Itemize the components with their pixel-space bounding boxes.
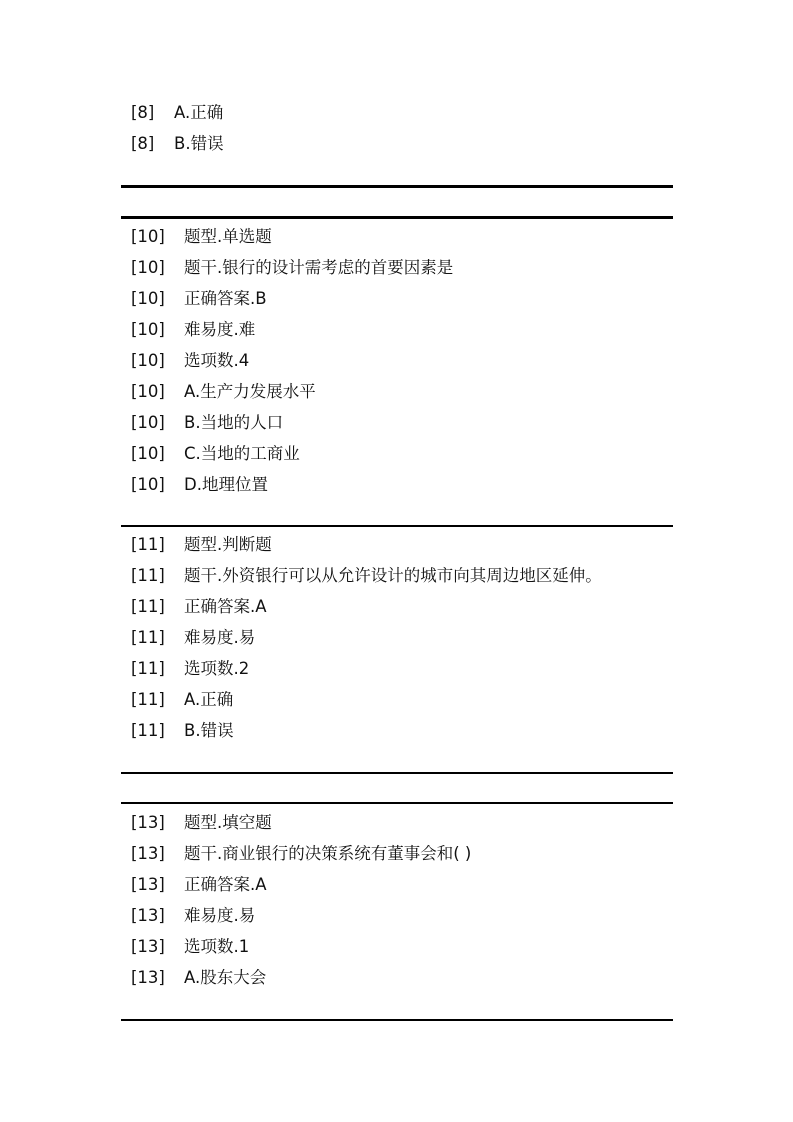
question-number: [10] — [131, 227, 165, 246]
question-number: [13] — [131, 875, 165, 894]
question-line — [131, 684, 602, 715]
question-number: [10] — [131, 475, 165, 494]
question-line — [131, 529, 602, 560]
question-block-8 — [131, 97, 224, 159]
question-line — [131, 221, 453, 252]
line-text: 正确答案.A — [184, 597, 267, 616]
question-line — [131, 622, 602, 653]
question-line — [131, 252, 453, 283]
question-line — [131, 128, 224, 159]
line-text: 正确答案.B — [184, 289, 267, 308]
line-text: B.错误 — [174, 134, 224, 153]
divider — [121, 525, 673, 527]
question-number: [11] — [131, 535, 165, 554]
question-line — [131, 97, 224, 128]
question-number: [8] — [131, 134, 155, 153]
question-line — [131, 653, 602, 684]
question-line — [131, 591, 602, 622]
question-line — [131, 283, 453, 314]
question-line — [131, 869, 471, 900]
question-block-11 — [131, 529, 602, 746]
line-text: A.生产力发展水平 — [184, 382, 316, 401]
question-number: [11] — [131, 628, 165, 647]
question-number: [11] — [131, 597, 165, 616]
question-line — [131, 715, 602, 746]
question-line — [131, 469, 453, 500]
question-line — [131, 345, 453, 376]
question-line — [131, 900, 471, 931]
line-text: 选项数.4 — [184, 351, 250, 370]
divider — [121, 185, 673, 188]
question-line — [131, 407, 453, 438]
line-text: 题型.填空题 — [184, 813, 272, 832]
question-number: [13] — [131, 813, 165, 832]
line-text: 题干.外资银行可以从允许设计的城市向其周边地区延伸。 — [184, 566, 602, 585]
question-number: [13] — [131, 844, 165, 863]
divider — [121, 1019, 673, 1021]
question-block-13 — [131, 807, 471, 993]
line-text: 题干.商业银行的决策系统有董事会和( ) — [184, 844, 472, 863]
divider — [121, 772, 673, 774]
line-text: B.错误 — [184, 721, 234, 740]
line-text: 题干.银行的设计需考虑的首要因素是 — [184, 258, 454, 277]
question-line — [131, 807, 471, 838]
question-number: [10] — [131, 444, 165, 463]
question-number: [10] — [131, 351, 165, 370]
line-text: A.正确 — [174, 103, 224, 122]
question-line — [131, 838, 471, 869]
line-text: 选项数.2 — [184, 659, 250, 678]
question-number: [11] — [131, 566, 165, 585]
line-text: 题型.单选题 — [184, 227, 272, 246]
line-text: A.正确 — [184, 690, 234, 709]
line-text: 正确答案.A — [184, 875, 267, 894]
question-number: [10] — [131, 320, 165, 339]
line-text: D.地理位置 — [184, 475, 268, 494]
question-line — [131, 962, 471, 993]
question-line — [131, 314, 453, 345]
question-number: [10] — [131, 258, 165, 277]
line-text: C.当地的工商业 — [184, 444, 300, 463]
question-number: [11] — [131, 690, 165, 709]
question-number: [13] — [131, 937, 165, 956]
question-number: [10] — [131, 413, 165, 432]
question-line — [131, 376, 453, 407]
divider — [121, 802, 673, 804]
line-text: 题型.判断题 — [184, 535, 272, 554]
question-number: [8] — [131, 103, 155, 122]
question-line — [131, 560, 602, 591]
line-text: A.股东大会 — [184, 968, 267, 987]
question-number: [11] — [131, 659, 165, 678]
question-number: [13] — [131, 906, 165, 925]
line-text: 难易度.易 — [184, 906, 256, 925]
question-number: [10] — [131, 289, 165, 308]
question-number: [13] — [131, 968, 165, 987]
question-line — [131, 438, 453, 469]
question-number: [10] — [131, 382, 165, 401]
line-text: B.当地的人口 — [184, 413, 284, 432]
line-text: 难易度.易 — [184, 628, 256, 647]
line-text: 选项数.1 — [184, 937, 250, 956]
line-text: 难易度.难 — [184, 320, 256, 339]
question-number: [11] — [131, 721, 165, 740]
divider — [121, 216, 673, 219]
question-block-10 — [131, 221, 453, 500]
question-line — [131, 931, 471, 962]
